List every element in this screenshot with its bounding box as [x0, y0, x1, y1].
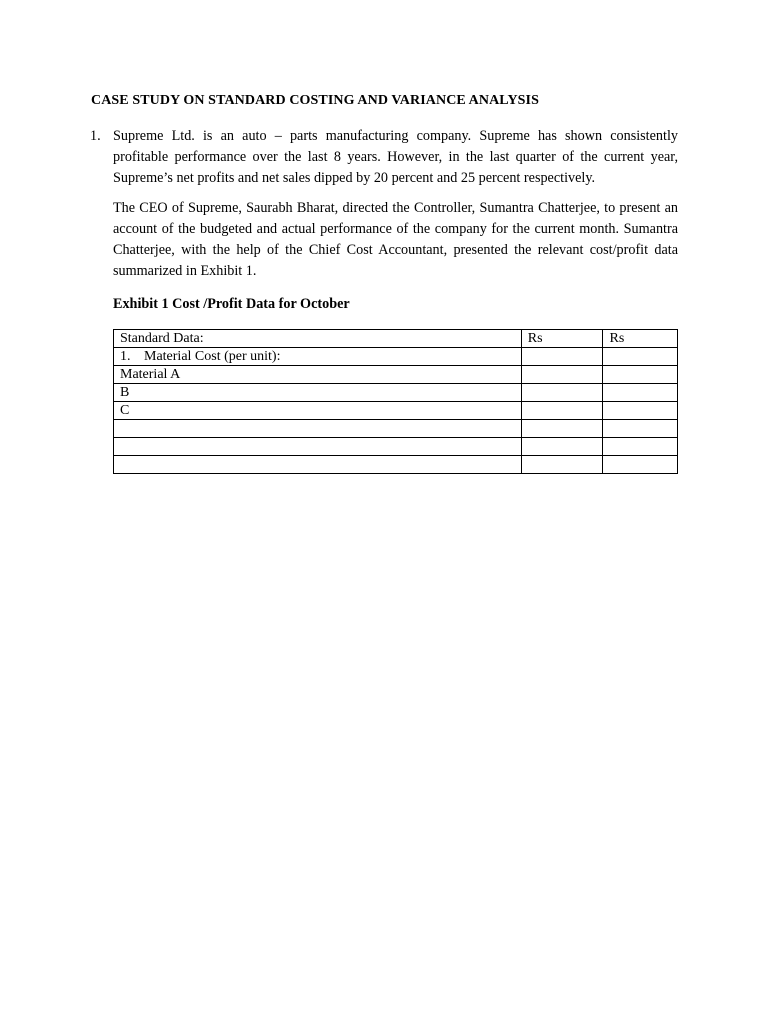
paragraph-ceo-directive: The CEO of Supreme, Saurabh Bharat, directed the Controller, Sumantra Chatterjee, to present an account of the budgeted and actual performance of the company for the current month. Sumantra Chatterjee, with the help of the Chief Cost Accountant, presented the relevant cost/profit data summarized in Exhibit 1.	[113, 200, 678, 279]
row-label-text: Material Cost (per unit):	[144, 349, 281, 364]
item-body	[113, 126, 678, 282]
paragraph-intro: Supreme Ltd. is an auto – parts manufacturing company. Supreme has shown consistently profitable performance over the last 8 years. However, in the last quarter of the current year, Supreme’s net profits and net sales dipped by 20 percent and 25 percent respectively.	[113, 128, 678, 186]
table-row	[114, 402, 678, 420]
table-cell	[603, 348, 678, 366]
table-row	[114, 348, 678, 366]
table-cell	[603, 438, 678, 456]
table-cell	[603, 402, 678, 420]
header-rs-1: Rs	[521, 330, 603, 348]
table-cell	[114, 456, 522, 474]
table-header-row	[114, 330, 678, 348]
table-row-empty	[114, 456, 678, 474]
table-cell	[114, 420, 522, 438]
table-row-empty	[114, 438, 678, 456]
item-number: 1.	[90, 128, 101, 144]
table-row-empty	[114, 420, 678, 438]
table-cell	[521, 438, 603, 456]
table-cell	[521, 348, 603, 366]
table-cell	[521, 366, 603, 384]
table-cell	[603, 366, 678, 384]
row-label-material-a: Material A	[114, 366, 522, 384]
header-standard-data: Standard Data:	[114, 330, 522, 348]
table-cell	[603, 384, 678, 402]
table-cell	[521, 402, 603, 420]
table-cell	[603, 420, 678, 438]
table-cell	[521, 456, 603, 474]
header-rs-2: Rs	[603, 330, 678, 348]
row-label-material-b: B	[114, 384, 522, 402]
table-cell	[521, 420, 603, 438]
row-label-material-cost	[114, 348, 522, 366]
document-heading: CASE STUDY ON STANDARD COSTING AND VARIANCE ANALYSIS	[91, 93, 539, 108]
table-cell	[521, 384, 603, 402]
exhibit-title: Exhibit 1 Cost /Profit Data for October	[113, 296, 350, 312]
table-row	[114, 384, 678, 402]
table-cell	[603, 456, 678, 474]
cost-data-table	[113, 329, 678, 474]
row-label-material-c: C	[114, 402, 522, 420]
numbered-item	[90, 126, 678, 282]
table-cell	[114, 438, 522, 456]
row-number: 1.	[120, 349, 131, 364]
table-row	[114, 366, 678, 384]
